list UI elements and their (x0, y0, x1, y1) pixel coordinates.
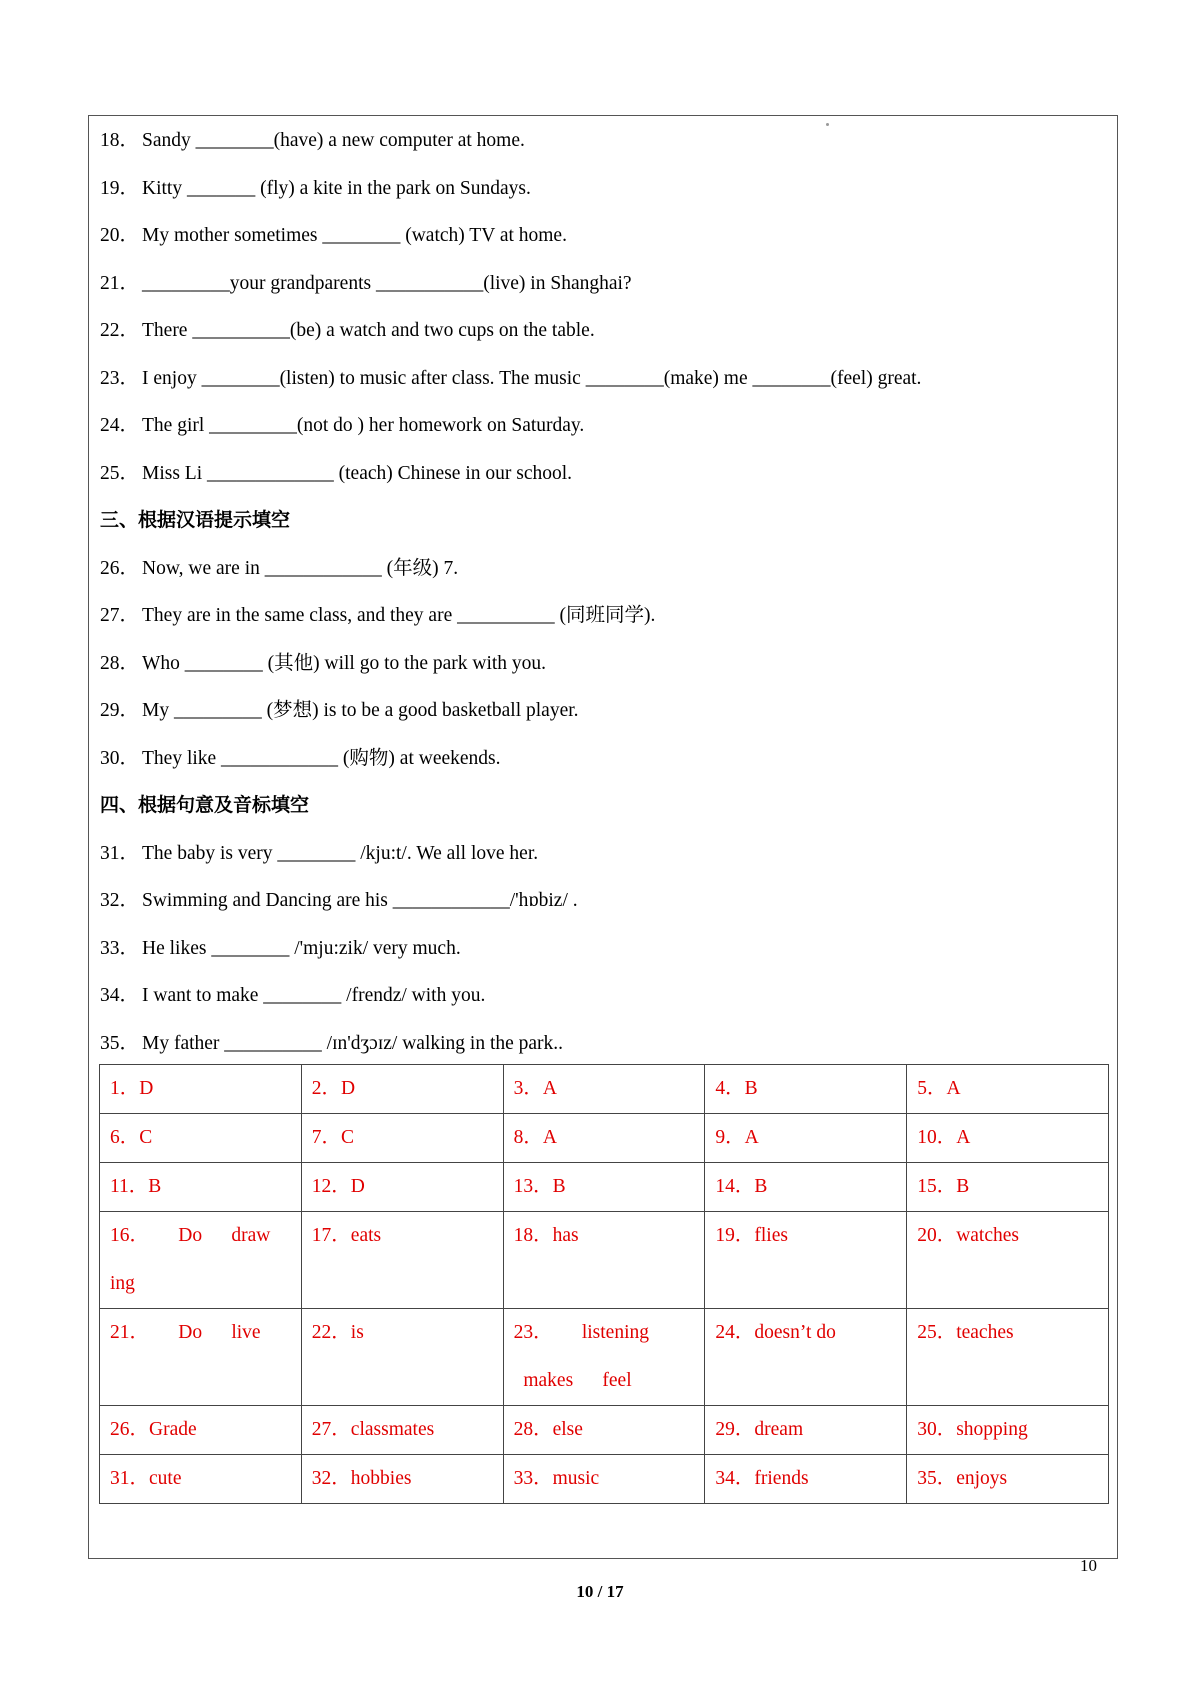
question-text: My _________ (梦想) is to be a good basketball player. (142, 700, 579, 721)
answer-text: 25．teaches (917, 1322, 1014, 1343)
question-text: Swimming and Dancing are his ____________/'hɒbiz/ . (142, 890, 578, 911)
question-text: They like ____________ (购物) at weekends. (142, 747, 501, 769)
answer-cell (503, 1212, 705, 1309)
answer-cell (907, 1406, 1109, 1455)
answer-cell (705, 1455, 907, 1504)
question-item (100, 830, 1110, 878)
question-number: 29． (100, 700, 140, 721)
question-text: There __________(be) a watch and two cups on the table. (142, 320, 595, 341)
question-item (100, 450, 1110, 498)
answer-text: 24．doesn’t do (715, 1322, 836, 1343)
answer-text: 9．A (715, 1127, 759, 1148)
answer-text: 17．eats (311, 1225, 382, 1246)
answer-text: 7．C (311, 1127, 355, 1148)
answer-cell (907, 1114, 1109, 1163)
answer-cell (907, 1065, 1109, 1114)
answer-text: 14．B (715, 1176, 768, 1197)
answer-text: 8．A (513, 1127, 557, 1148)
answer-cell (503, 1406, 705, 1455)
answer-text: 10．A (917, 1127, 971, 1148)
answer-text: 18．has (513, 1225, 579, 1246)
answer-text: 20．watches (917, 1225, 1019, 1246)
answer-cell (705, 1309, 907, 1406)
question-number: 22． (100, 320, 140, 341)
question-item (100, 735, 1110, 783)
answer-text: 22．is (311, 1322, 364, 1343)
question-item (100, 877, 1110, 925)
answer-text: 28．else (513, 1419, 583, 1440)
answer-cell (100, 1406, 302, 1455)
answer-cell (301, 1455, 503, 1504)
answer-cell (100, 1114, 302, 1163)
answer-text: 21． Do live (110, 1322, 261, 1343)
question-number: 20． (100, 225, 140, 246)
answer-cell (100, 1455, 302, 1504)
question-item (100, 687, 1110, 735)
answer-row (100, 1114, 1109, 1163)
question-item (100, 972, 1110, 1020)
section-4-heading: 四、根据句意及音标填空 (100, 794, 310, 816)
question-item (100, 307, 1110, 355)
questions-group-c (100, 830, 1110, 1068)
question-text: _________your grandparents ___________(live) in Shanghai? (142, 272, 632, 294)
question-item (100, 545, 1110, 593)
question-text: Kitty _______ (fly) a kite in the park on Sundays. (142, 177, 531, 199)
question-item (100, 355, 1110, 403)
answer-cell (100, 1163, 302, 1212)
answer-cell (503, 1163, 705, 1212)
question-number: 30． (100, 747, 140, 769)
answer-cell (705, 1065, 907, 1114)
answer-cell (907, 1455, 1109, 1504)
answer-cell (907, 1309, 1109, 1406)
answer-text: 12．D (311, 1176, 365, 1197)
answer-text: 33．music (513, 1468, 600, 1489)
answer-cell (503, 1309, 705, 1406)
question-text: My mother sometimes ________ (watch) TV at home. (142, 225, 567, 246)
question-text: Who ________ (其他) will go to the park with you. (142, 652, 547, 674)
answer-text: 35．enjoys (917, 1468, 1008, 1489)
question-text: The girl _________(not do ) her homework on Saturday. (142, 415, 585, 436)
question-text: He likes ________ /'mju:zik/ very much. (142, 937, 461, 959)
question-number: 23． (100, 367, 140, 389)
question-item (100, 402, 1110, 450)
answer-row (100, 1163, 1109, 1212)
answer-row (100, 1455, 1109, 1504)
question-item (100, 925, 1110, 973)
question-number: 18． (100, 130, 140, 151)
question-number: 32． (100, 890, 140, 911)
question-number: 21． (100, 272, 140, 294)
question-item (100, 592, 1110, 640)
answer-cell (100, 1065, 302, 1114)
answer-text: 15．B (917, 1176, 970, 1197)
question-number: 31． (100, 842, 140, 864)
answer-text: 4．B (715, 1078, 758, 1099)
answer-text: 19．flies (715, 1225, 788, 1246)
answer-cell-line: 16． Do draw (110, 1225, 271, 1246)
answer-cell (301, 1212, 503, 1309)
question-number: 35． (100, 1032, 140, 1054)
question-number: 33． (100, 937, 140, 959)
answer-text: 2．D (311, 1078, 356, 1099)
question-number: 24． (100, 415, 140, 436)
answer-cell (503, 1114, 705, 1163)
answer-text: 32．hobbies (311, 1468, 412, 1489)
answer-cell (301, 1114, 503, 1163)
question-number: 26． (100, 557, 140, 579)
answer-text: 26．Grade (110, 1419, 197, 1440)
answer-text: 3．A (513, 1078, 557, 1099)
answer-cell (705, 1114, 907, 1163)
page-corner-number: 10 (1080, 1556, 1097, 1575)
question-text: They are in the same class, and they are __________ (同班同学). (142, 605, 656, 626)
page-indicator: 10 / 17 (576, 1582, 624, 1601)
questions-group-b (100, 545, 1110, 783)
question-item (100, 1020, 1110, 1068)
question-item (100, 260, 1110, 308)
section-3-heading: 三、根据汉语提示填空 (100, 509, 291, 531)
question-text: Miss Li _____________ (teach) Chinese in our school. (142, 462, 573, 484)
question-text: The baby is very ________ /kju:t/. We all love her. (142, 842, 539, 864)
answer-text: 29．dream (715, 1419, 804, 1440)
question-item (100, 640, 1110, 688)
answer-cell (100, 1212, 302, 1309)
question-text: Now, we are in ____________ (年级) 7. (142, 557, 459, 579)
answer-cell (705, 1163, 907, 1212)
question-text: I enjoy ________(listen) to music after class. The music ________(make) me ________(feel) great. (142, 367, 922, 389)
answer-cell (301, 1065, 503, 1114)
answer-text: 1．D (110, 1078, 154, 1099)
answer-row (100, 1309, 1109, 1406)
question-text: I want to make ________ /frendz/ with you. (142, 985, 486, 1006)
answer-cell (503, 1065, 705, 1114)
answer-cell-line: ing (110, 1273, 135, 1294)
answer-cell (705, 1406, 907, 1455)
answer-cell (503, 1455, 705, 1504)
answer-cell (907, 1212, 1109, 1309)
answer-cell (100, 1309, 302, 1406)
questions-group-a (100, 117, 1110, 497)
answer-text: 11．B (110, 1176, 162, 1197)
answer-text: 30．shopping (917, 1419, 1028, 1440)
question-number: 27． (100, 605, 140, 626)
answer-text: 13．B (513, 1176, 566, 1197)
question-item (100, 212, 1110, 260)
answer-text: 27．classmates (311, 1419, 435, 1440)
answer-text: 34．friends (715, 1468, 809, 1489)
question-text: Sandy ________(have) a new computer at home. (142, 130, 525, 151)
answer-cell-line: makes feel (513, 1370, 632, 1391)
question-item (100, 117, 1110, 165)
answer-row (100, 1065, 1109, 1114)
question-number: 19． (100, 177, 140, 199)
answer-table (99, 1064, 1109, 1504)
worksheet-content (100, 117, 1110, 1067)
answer-cell (301, 1309, 503, 1406)
answer-cell (705, 1212, 907, 1309)
answer-text: 31．cute (110, 1468, 182, 1489)
answer-row (100, 1212, 1109, 1309)
question-number: 34． (100, 985, 140, 1006)
answer-text: 6．C (110, 1127, 153, 1148)
question-text: My father __________ /ɪn'dʒɔɪz/ walking in the park.. (142, 1032, 564, 1054)
answer-cell (301, 1163, 503, 1212)
question-number: 28． (100, 652, 140, 674)
answer-row (100, 1406, 1109, 1455)
answer-text: 5．A (917, 1078, 961, 1099)
answer-cell (301, 1406, 503, 1455)
answer-cell (907, 1163, 1109, 1212)
question-item (100, 165, 1110, 213)
question-number: 25． (100, 462, 140, 484)
answer-cell-line: 23． listening (513, 1322, 650, 1343)
